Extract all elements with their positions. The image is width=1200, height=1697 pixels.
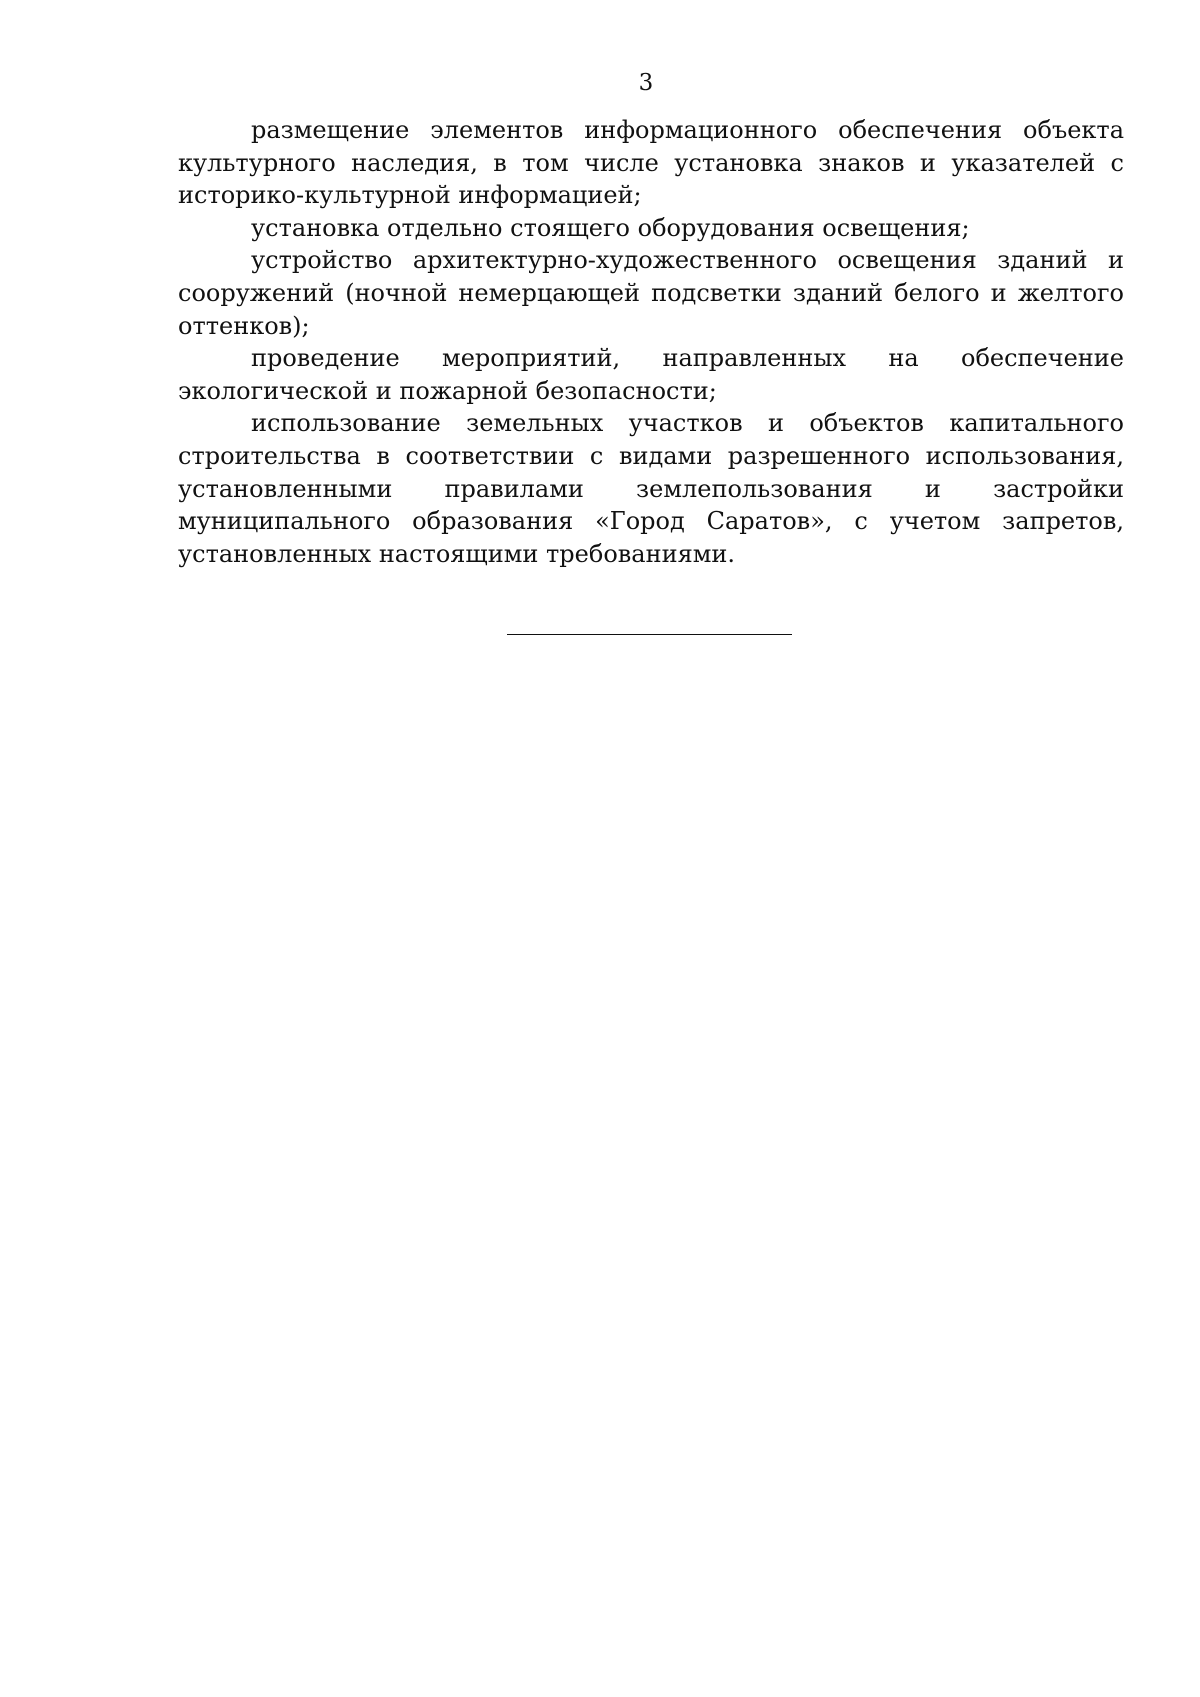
paragraph-land-use: использование земельных участков и объектов капитального строительства в соответствии с видами разрешенного использования, установленными правилами землепользования и застройки муниципального образования «Город Саратов», с учетом запретов, установленных настоящими требованиями. bbox=[178, 409, 1124, 568]
document-body bbox=[178, 114, 1124, 570]
paragraph-safety-measures: проведение мероприятий, направленных на обеспечение экологической и пожарной безопасности; bbox=[178, 344, 1124, 405]
paragraph-lighting-equipment: установка отдельно стоящего оборудования освещения; bbox=[251, 213, 970, 242]
paragraph-information-elements: размещение элементов информационного обеспечения объекта культурного наследия, в том числе установка знаков и указателей с историко-культурной информацией; bbox=[178, 116, 1124, 210]
page-number: 3 bbox=[638, 70, 654, 96]
end-of-text-divider bbox=[507, 634, 792, 635]
paragraph-architectural-lighting: устройство архитектурно-художественного освещения зданий и сооружений (ночной немерцающей подсветки зданий белого и желтого оттенков); bbox=[178, 246, 1124, 340]
